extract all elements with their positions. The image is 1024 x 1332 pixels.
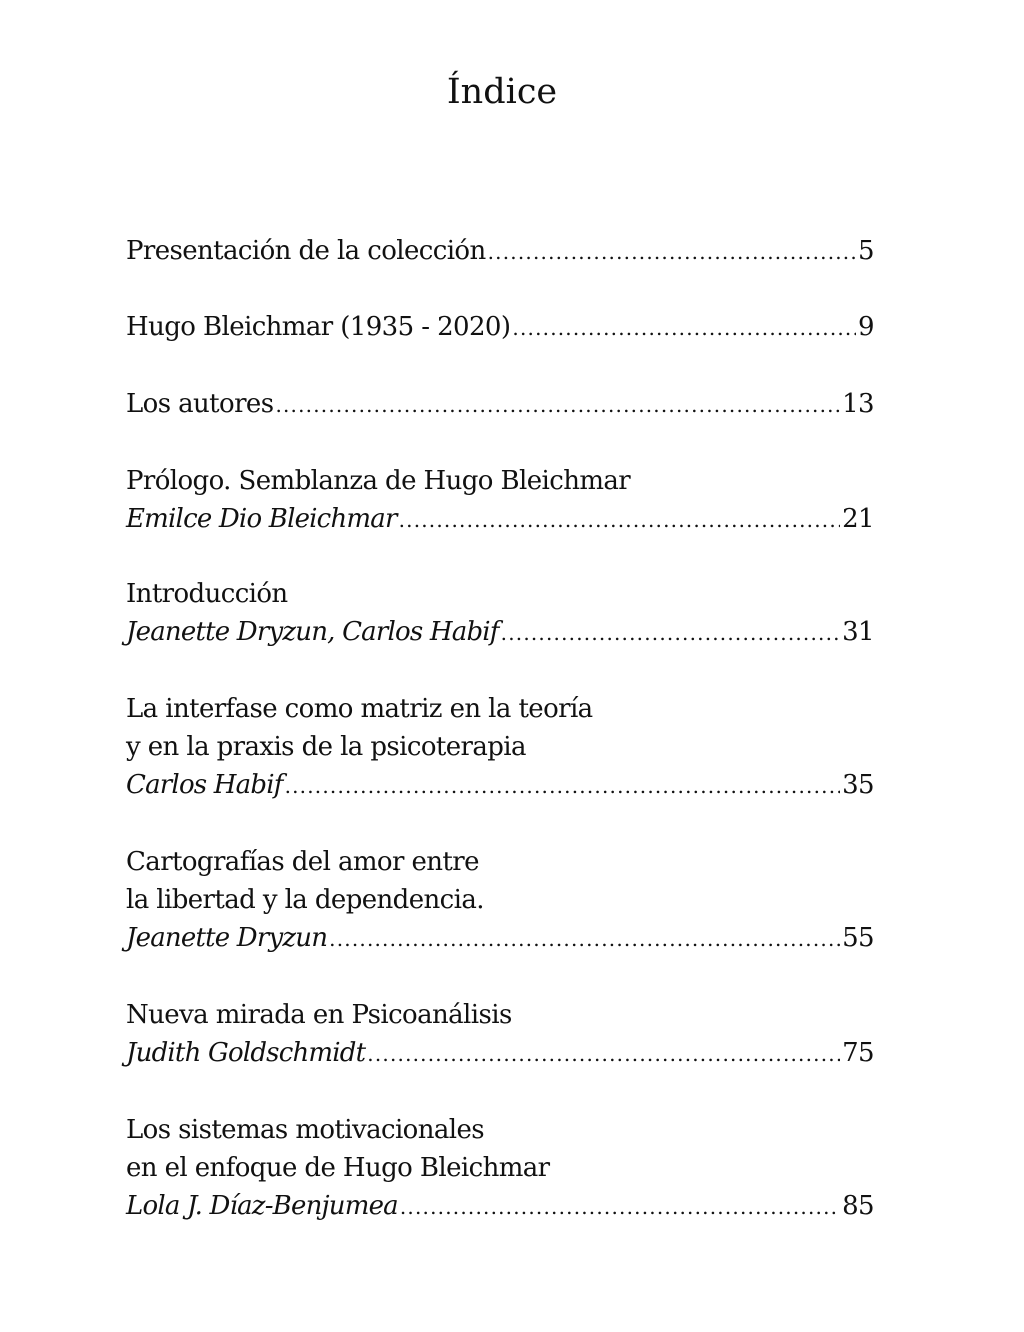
toc-entry-line bbox=[126, 308, 874, 346]
toc-entry-page-number: 31 bbox=[842, 617, 874, 647]
toc-entry-line bbox=[126, 919, 874, 957]
dot-leader bbox=[512, 309, 856, 347]
toc-entry-title: La interfase como matriz en la teoría bbox=[126, 694, 593, 724]
toc-entry-title: Cartografías del amor entre bbox=[126, 847, 479, 877]
toc-entry-author: Jeanette Dryzun bbox=[126, 923, 328, 953]
dot-leader bbox=[488, 233, 856, 271]
dot-leader bbox=[285, 767, 841, 805]
toc-entry-line bbox=[126, 385, 874, 423]
dot-leader bbox=[275, 386, 840, 424]
page-title: Índice bbox=[446, 72, 558, 112]
toc-entry-page-number: 21 bbox=[842, 504, 874, 534]
toc-entry-title: la libertad y la dependencia. bbox=[126, 885, 484, 915]
toc-entry[interactable] bbox=[126, 385, 874, 423]
dot-leader bbox=[399, 501, 841, 539]
toc-entry[interactable] bbox=[126, 232, 874, 270]
toc-entry-line bbox=[126, 232, 874, 270]
toc-entry-page-number: 5 bbox=[858, 236, 874, 266]
toc-entry[interactable] bbox=[126, 996, 874, 1072]
toc-entry-author: Lola J. Díaz-Benjumea bbox=[126, 1191, 398, 1221]
toc-entry-line bbox=[126, 1034, 874, 1072]
toc-entry-line bbox=[126, 766, 874, 804]
toc-entry-title: Los sistemas motivacionales bbox=[126, 1115, 485, 1145]
toc-entry[interactable] bbox=[126, 690, 874, 804]
toc-entry[interactable] bbox=[126, 1111, 874, 1225]
dot-leader bbox=[329, 920, 840, 958]
toc-entry-page-number: 85 bbox=[842, 1191, 874, 1221]
toc-entry-title: en el enfoque de Hugo Bleichmar bbox=[126, 1153, 550, 1183]
dot-leader bbox=[501, 614, 840, 652]
toc-entry[interactable] bbox=[126, 308, 874, 346]
toc-entry[interactable] bbox=[126, 462, 874, 538]
toc-entry-title: Nueva mirada en Psicoanálisis bbox=[126, 1000, 512, 1030]
toc-entry-page-number: 55 bbox=[842, 923, 874, 953]
toc-entry[interactable] bbox=[126, 575, 874, 651]
dot-leader bbox=[367, 1035, 840, 1073]
toc-entry-page-number: 75 bbox=[842, 1038, 874, 1068]
toc-entry-author: Judith Goldschmidt bbox=[126, 1038, 366, 1068]
toc-entry-author: Emilce Dio Bleichmar bbox=[126, 504, 397, 534]
toc-entry-line bbox=[126, 1187, 874, 1225]
toc-entry-author: Jeanette Dryzun, Carlos Habif bbox=[126, 617, 499, 647]
toc-entry-title: y en la praxis de la psicoterapia bbox=[126, 732, 526, 762]
toc-entry-line bbox=[126, 500, 874, 538]
toc-entry-author: Carlos Habif bbox=[126, 770, 283, 800]
toc-entry-title: Introducción bbox=[126, 579, 288, 609]
toc-entry-page-number: 35 bbox=[842, 770, 874, 800]
toc-entry-title: Los autores bbox=[126, 389, 274, 419]
toc-entry-page-number: 13 bbox=[842, 389, 874, 419]
dot-leader bbox=[400, 1188, 840, 1226]
toc-entry[interactable] bbox=[126, 843, 874, 957]
toc-entry-title: Prólogo. Semblanza de Hugo Bleichmar bbox=[126, 466, 631, 496]
toc-entry-page-number: 9 bbox=[858, 312, 874, 342]
toc-entry-line bbox=[126, 613, 874, 651]
toc-entry-title: Hugo Bleichmar (1935 - 2020) bbox=[126, 312, 511, 342]
toc-entry-title: Presentación de la colección bbox=[126, 236, 486, 266]
